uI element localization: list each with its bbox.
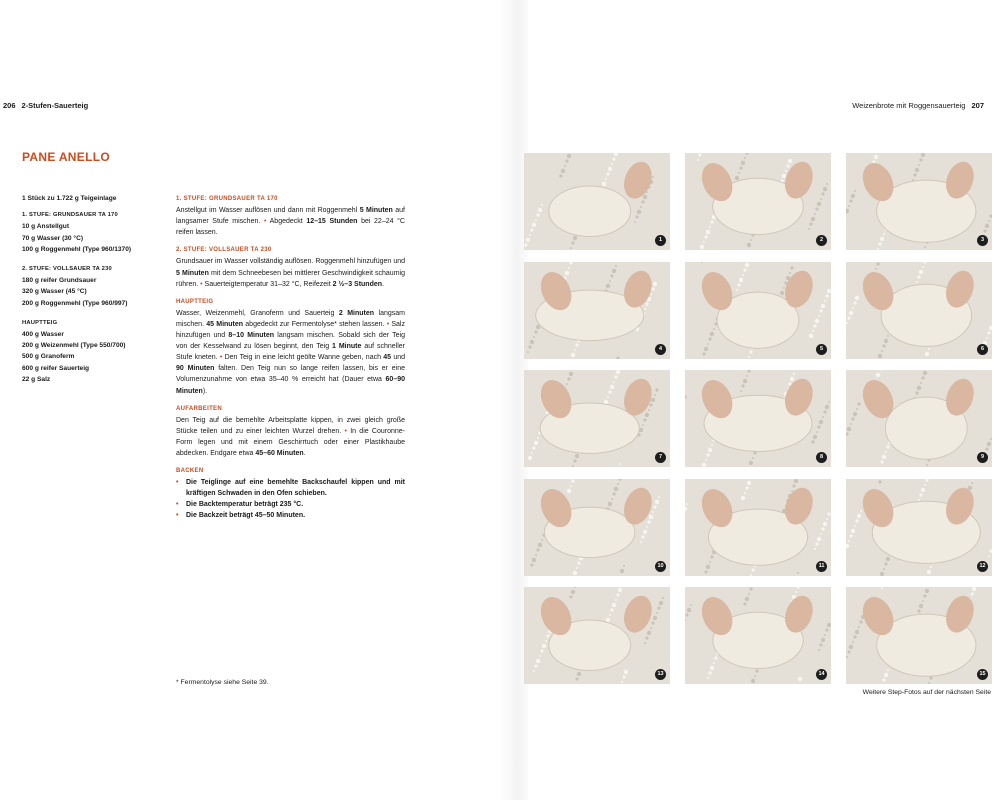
step-photo [846, 370, 992, 467]
ingredient-item: 320 g Wasser (45 °C) [22, 288, 87, 296]
baking-list [176, 477, 405, 521]
dough-illustration [846, 153, 992, 250]
dough-illustration [685, 479, 831, 576]
step-heading: 1. STUFE: GRUNDSAUER TA 170 [176, 196, 278, 202]
page-number-left: 206 [3, 101, 16, 110]
step-photo [524, 153, 670, 250]
step-photo-grid [524, 153, 994, 685]
step-number-badge: 12 [977, 561, 988, 572]
page-number-right: 207 [971, 101, 984, 110]
ingredient-item: 600 g reifer Sauerteig [22, 364, 90, 372]
step-heading: 2. STUFE: VOLLSAUER TA 230 [176, 247, 272, 254]
dough-illustration [524, 370, 670, 467]
ingredient-item: 500 g Granoferm [22, 353, 75, 361]
step-photo [685, 370, 831, 467]
step-photo [524, 479, 670, 576]
step-heading: HAUPTTEIG [176, 298, 214, 305]
list-item: • Die Teiglinge auf eine bemehlte Backschaufel kippen und mit kräftigen Schwaden in den Ofen schieben. [176, 479, 405, 498]
step-photo [846, 262, 992, 359]
dough-illustration [685, 153, 831, 250]
header-section-left: 2-Stufen-Sauerteig [21, 101, 89, 110]
step-number-badge: 8 [816, 452, 827, 463]
step-text: Den Teig auf die bemehlte Arbeitsplatte kippen, in zwei gleich große Stücke teilen und zu einer leichten Wurzel drehen. • In die Couronne-Form legen und mit einem Geschirrtuch oder einer Plastikhaube abdecken. Endgare etwa 45–60 Minuten. [176, 416, 405, 457]
step-photo [846, 479, 992, 576]
step-photo [524, 587, 670, 684]
step-number-badge: 6 [977, 344, 988, 355]
dough-illustration [846, 587, 992, 684]
step-photo [685, 153, 831, 250]
step-photo [846, 153, 992, 250]
dough-illustration [846, 370, 992, 467]
dough-illustration [685, 587, 831, 684]
dough-illustration [524, 262, 670, 359]
separator-dot-icon: • [386, 320, 390, 328]
separator-dot-icon: • [200, 280, 203, 288]
step-photo [685, 479, 831, 576]
dough-illustration [846, 262, 992, 359]
bullet-icon: • [176, 501, 179, 509]
step-heading: BACKEN [176, 468, 204, 475]
ingredient-group-title: 2. STUFE: VOLLSAUER TA 230 [22, 266, 112, 273]
footnote: * Fermentolyse siehe Seite 39. [176, 679, 269, 686]
step-number-badge: 1 [655, 235, 666, 246]
ingredients-list [22, 193, 172, 385]
dough-illustration [846, 479, 992, 576]
step-number-badge: 2 [816, 235, 827, 246]
dough-illustration [685, 262, 831, 359]
step-text: Wasser, Weizenmehl, Granoferm und Sauerteig 2 Minuten langsam mischen. 45 Minuten abgedeckt zur Fermentolyse* stehen lassen. • Salz hinzufügen und 8–10 Minuten langsam mischen. Sobald sich der Teig von der Kesselwand zu lösen beginnt, den Teig 1 Minute auf schneller Stufe kneten. • Den Teig in eine leicht geölte Wanne geben, nach 45 und 90 Minuten falten. Den Teig nun so lange reifen lassen, bis er eine Volumenzunahme von etwa 35–40 % erreicht hat (Dauer etwa 60–90 Minuten). [176, 309, 406, 395]
separator-dot-icon: • [344, 427, 347, 435]
step-heading: AUFARBEITEN [176, 405, 222, 412]
step-number-badge: 13 [655, 669, 666, 680]
step-number-badge: 3 [977, 235, 988, 246]
method-steps [176, 194, 405, 522]
dough-illustration [524, 153, 670, 250]
step-number-badge: 14 [816, 669, 827, 680]
step-photo [685, 587, 831, 684]
running-header-left [3, 101, 88, 110]
dough-illustration [685, 370, 831, 467]
ingredient-item: 200 g Weizenmehl (Type 550/700) [22, 342, 126, 350]
header-section-right: Weizenbrote mit Roggensauerteig [852, 101, 966, 110]
separator-dot-icon: • [219, 354, 223, 362]
step-number-badge: 11 [816, 561, 827, 572]
bullet-icon: • [176, 479, 179, 487]
ingredient-item: 22 g Salz [22, 375, 51, 383]
dough-illustration [524, 479, 670, 576]
ingredient-item: 70 g Wasser (30 °C) [22, 234, 84, 242]
ingredient-item: 200 g Roggenmehl (Type 960/997) [22, 299, 128, 307]
photo-caption: Weitere Step-Fotos auf der nächsten Seite [862, 689, 991, 696]
running-header-right [852, 101, 984, 110]
step-number-badge: 5 [816, 344, 827, 355]
step-number-badge: 7 [655, 452, 666, 463]
step-text: Anstellgut im Wasser auflösen und dann mit Roggenmehl 5 Minuten auf langsamer Stufe mischen. • Abgedeckt 12–15 Stunden bei 22–24 °C reifen lassen. [176, 207, 405, 237]
bullet-icon: • [176, 512, 179, 520]
step-photo [685, 262, 831, 359]
ingredient-item: 400 g Wasser [22, 331, 64, 339]
step-number-badge: 10 [655, 561, 666, 572]
step-number-badge: 9 [977, 452, 988, 463]
yield-text: 1 Stück zu 1.722 g Teigeinlage [22, 195, 117, 202]
dough-illustration [524, 587, 670, 684]
list-item: • Die Backzeit beträgt 45–50 Minuten. [176, 510, 405, 521]
step-text: Grundsauer im Wasser vollständig auflösen. Roggenmehl hinzufügen und 5 Minuten mit dem Schneebesen bei mittlerer Geschwindigkeit schaumig rühren. • Sauerteigtemperatur 31–32 °C, Reifezeit 2 ½–3 Stunden. [176, 258, 405, 288]
ingredient-group-title: 1. STUFE: GRUNDSAUER TA 170 [22, 212, 118, 219]
ingredient-group-title: HAUPTTEIG [22, 319, 58, 326]
list-item: • Die Backtemperatur beträgt 235 °C. [176, 499, 405, 510]
step-photo [524, 370, 670, 467]
ingredient-item: 10 g Anstellgut [22, 223, 70, 231]
recipe-title: PANE ANELLO [22, 150, 110, 164]
ingredient-item: 180 g reifer Grundsauer [22, 277, 97, 285]
separator-dot-icon: • [263, 218, 267, 226]
step-number-badge: 15 [977, 669, 988, 680]
step-photo [524, 262, 670, 359]
step-number-badge: 4 [655, 344, 666, 355]
step-photo [846, 587, 992, 684]
ingredient-item: 100 g Roggenmehl (Type 960/1370) [22, 245, 132, 253]
